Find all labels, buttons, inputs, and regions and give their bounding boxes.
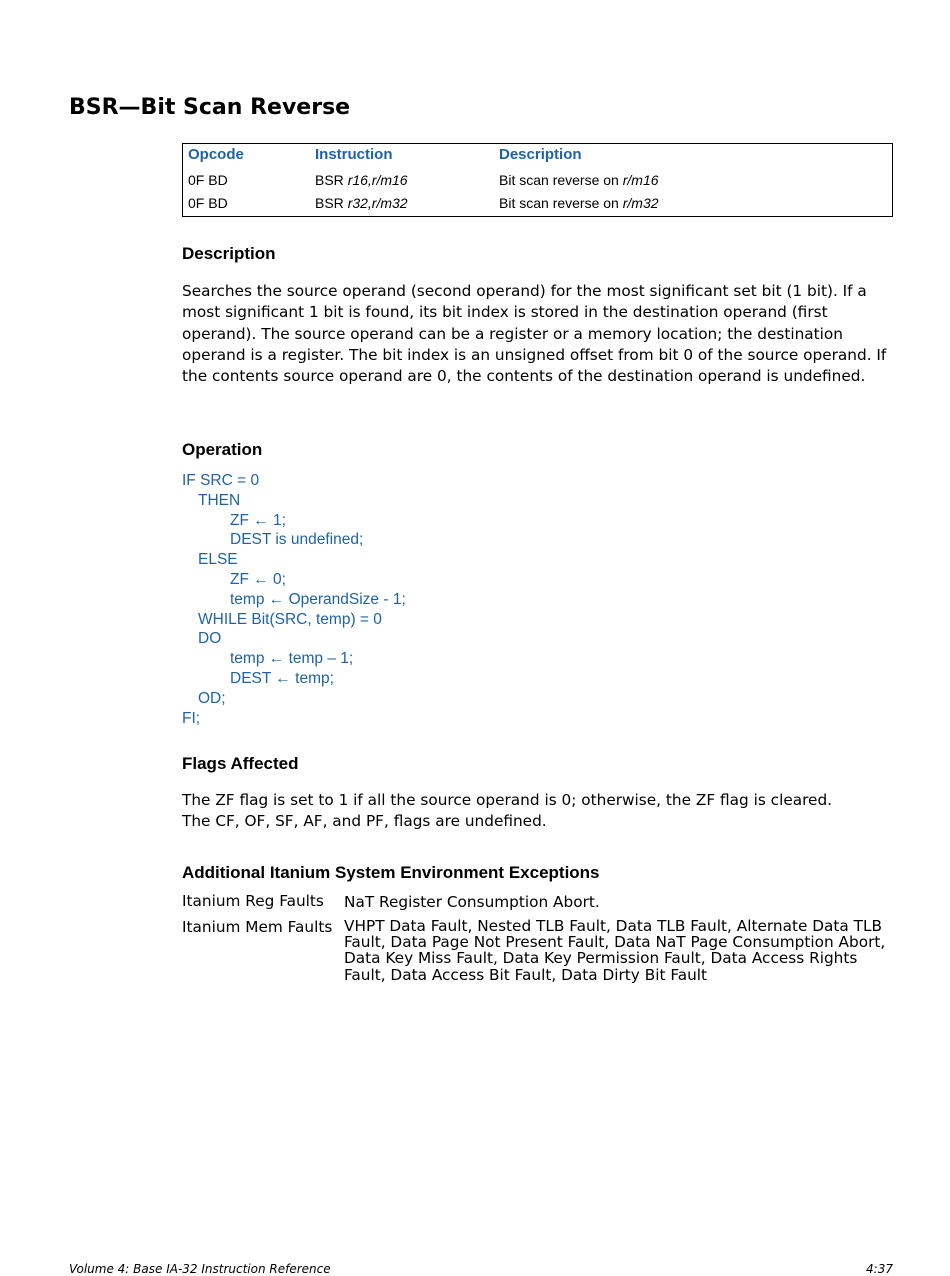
flags-heading: Flags Affected <box>182 754 299 773</box>
code-line: temp ← OperandSize - 1; <box>230 590 406 608</box>
code-line: ELSE <box>198 551 238 569</box>
table-row <box>183 172 892 194</box>
description-operand: r/m32 <box>622 195 659 211</box>
flags-line-1: The ZF flag is set to 1 if all the source operand is 0; otherwise, the ZF flag is cleared. <box>182 791 833 809</box>
code-line: IF SRC = 0 <box>182 472 260 489</box>
table-header-row <box>183 146 892 168</box>
flags-line-2: The CF, OF, SF, AF, and PF, flags are undefined. <box>182 812 547 831</box>
description-cell <box>499 172 659 188</box>
instruction-cell <box>315 172 408 188</box>
opcode-table <box>182 143 893 217</box>
opcode-cell: 0F BD <box>188 172 228 188</box>
exception-value: VHPT Data Fault, Nested TLB Fault, Data TLB Fault, Alternate Data TLB Fault, Data Page Not Present Fault, Data NaT Page Consumption Abort, Data Key Miss Fault, Data Key Permission Fault, Data Access Rights Fault, Data Access Bit Fault, Data Dirty Bit Fault <box>344 917 886 984</box>
description-cell <box>499 195 659 211</box>
flags-paragraph <box>182 790 894 833</box>
exception-value: NaT Register Consumption Abort. <box>344 893 600 911</box>
header-description: Description <box>499 146 582 163</box>
exceptions-list <box>182 892 894 983</box>
instruction-cell <box>315 195 408 211</box>
table-row <box>183 195 892 217</box>
code-line: ZF ← 1; <box>230 511 286 529</box>
exceptions-heading: Additional Itanium System Environment Exceptions <box>182 863 600 882</box>
description-text: Bit scan reverse on <box>499 195 623 211</box>
exception-row <box>182 892 894 918</box>
code-line: temp ← temp – 1; <box>230 650 354 668</box>
opcode-cell: 0F BD <box>188 195 228 211</box>
exception-row <box>182 918 894 983</box>
page-title: BSR—Bit Scan Reverse <box>69 95 351 120</box>
header-opcode: Opcode <box>188 146 244 163</box>
instruction-mnemonic: BSR <box>315 195 348 211</box>
instruction-operands: r32,r/m32 <box>347 195 408 211</box>
description-operand: r/m16 <box>622 172 659 188</box>
exception-label: Itanium Mem Faults <box>182 918 333 936</box>
exception-label: Itanium Reg Faults <box>182 892 324 910</box>
operation-heading: Operation <box>182 440 263 459</box>
code-line: ZF ← 0; <box>230 570 286 588</box>
code-line: OD; <box>198 689 226 707</box>
header-instruction: Instruction <box>315 146 393 163</box>
code-line: DO <box>198 630 222 648</box>
footer-document-title: Volume 4: Base IA-32 Instruction Reference <box>69 1262 331 1276</box>
code-line: THEN <box>198 491 241 509</box>
code-line: DEST ← temp; <box>230 669 334 687</box>
code-line: DEST is undefined; <box>230 531 364 549</box>
footer-page-number: 4:37 <box>866 1262 893 1276</box>
instruction-mnemonic: BSR <box>315 172 348 188</box>
description-text: Bit scan reverse on <box>499 172 623 188</box>
description-heading: Description <box>182 244 276 263</box>
code-line: WHILE Bit(SRC, temp) = 0 <box>198 610 382 628</box>
instruction-operands: r16,r/m16 <box>347 172 408 188</box>
description-paragraph: Searches the source operand (second operand) for the most significant set bit (1 bit). If a most significant 1 bit is found, its bit index is stored in the destination operand (first operand). The source operand can be a register or a memory location; the destination operand is a register. The bit index is an unsigned offset from bit 0 of the source operand. If the contents source operand are 0, the contents of the destination operand is undefined. <box>182 282 887 386</box>
operation-code-block <box>182 471 406 728</box>
code-line: FI; <box>182 709 201 727</box>
